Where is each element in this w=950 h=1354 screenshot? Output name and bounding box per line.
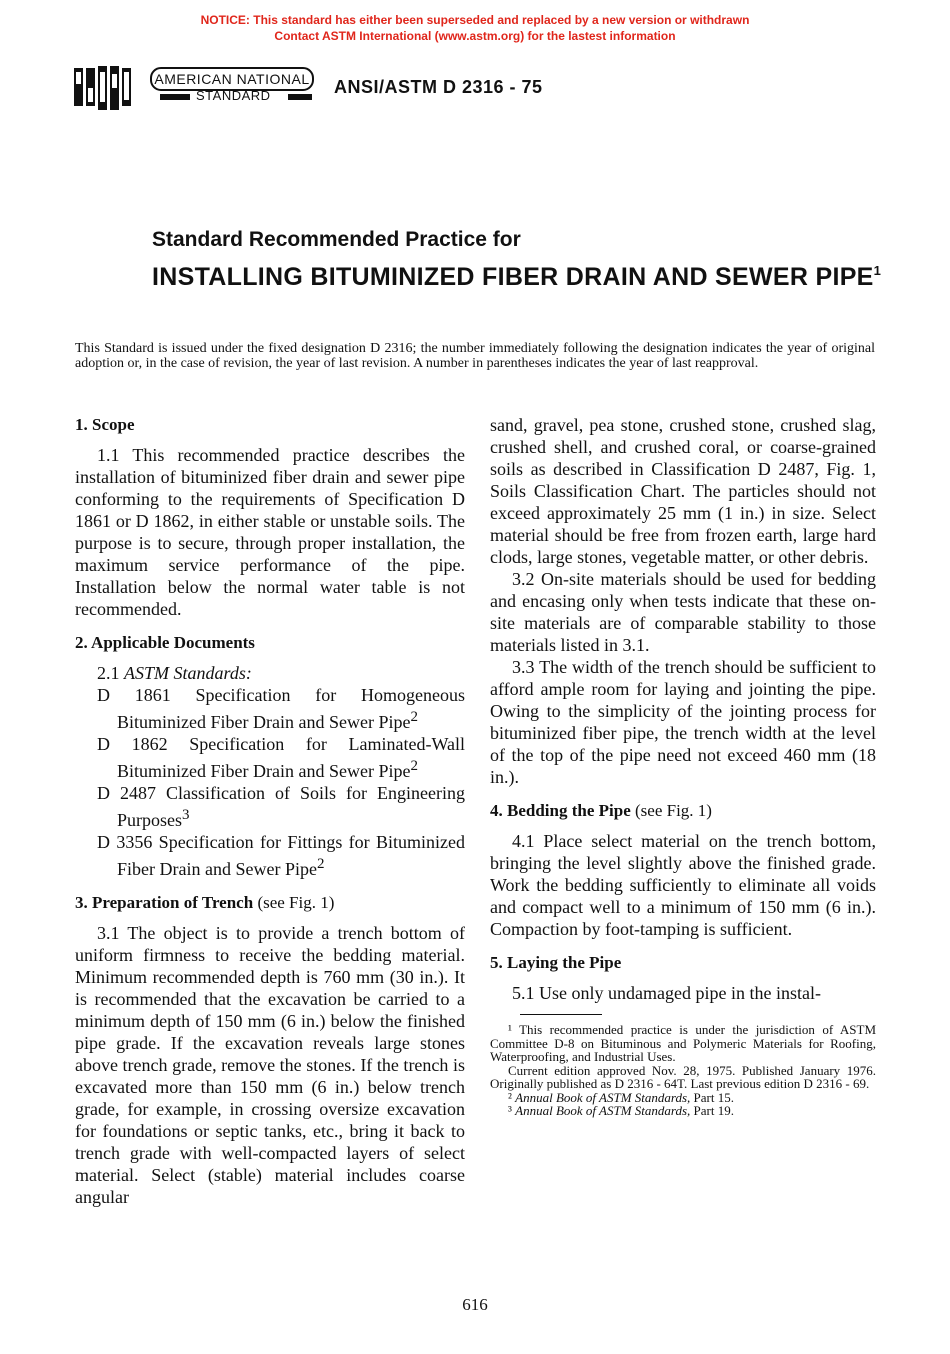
reference-d1862: D 1862 Specification for Laminated-Wall Bituminized Fiber Drain and Sewer Pipe$^2$ bbox=[97, 734, 465, 781]
footnote-3: ³ Annual Book of ASTM Standards, Part 19. bbox=[508, 1103, 734, 1118]
section-3-3-paragraph: 3.3 The width of the trench should be sufficient to afford ample room for laying and jointing the pipe. Owing to the simplicity of the jointing process for bituminized fiber pipe, the trench width at the level of the top of the pipe need not exceed 460 mm (18 in.). bbox=[490, 657, 876, 787]
section-3-2-paragraph: 3.2 On-site materials should be used for bedding and encasing only when tests indicate that these on-site materials are of comparable stability to those materials listed in 3.1. bbox=[490, 569, 876, 655]
reference-d2487: D 2487 Classification of Soils for Engineering Purposes$^3$ bbox=[97, 783, 465, 830]
astm-logo-icon bbox=[72, 62, 136, 112]
ansi-badge-top: AMERICAN NATIONAL bbox=[150, 67, 314, 91]
section-5-1-paragraph: 5.1 Use only undamaged pipe in the instal- bbox=[512, 983, 821, 1003]
footnote-2: ² Annual Book of ASTM Standards, Part 15. bbox=[508, 1089, 734, 1105]
ansi-badge-bottom bbox=[158, 89, 314, 103]
title-footnote-mark: 1 bbox=[873, 263, 882, 278]
ansi-badge bbox=[150, 67, 322, 107]
footnote-divider bbox=[520, 1014, 602, 1015]
section-3-1-continued: sand, gravel, pea stone, crushed stone, crushed slag, crushed shell, and crushed coral, or coarse-grained soils as described in Classification D 2487, Fig. 1, Soils Classification Chart. The particles should not exceed approximately 25 mm (1 in.) in size. Select material should be free from frozen earth, large hard clods, large stones, vegetable matter, or other debris. bbox=[490, 415, 876, 567]
section-3-heading: 3. Preparation of Trench (see Fig. 1) bbox=[75, 893, 335, 912]
issued-statement: This Standard is issued under the fixed designation D 2316; the number immediately following the designation indicates the year of original adoption or, in the case of revision, the year of last revision. A number in parentheses indicates the year of last reapproval. bbox=[75, 341, 875, 371]
section-3-1-paragraph: 3.1 The object is to provide a trench bottom of uniform firmness to receive the bedding material. Minimum recommended depth is 760 mm (30 in.). It is recommended that the excavation be carried to a minimum depth of 150 mm (6 in.) below the finished pipe grade. If the excavation reveals large stones above trench grade, remove the stones. If the trench is excavated more than 150 mm (6 in.) below trench grade, for example, in crossing oversize excavation for foundations or septic tanks, etc., bring it back to trench grade with well-compacted layers of select material. Select (stable) material includes coarse angular bbox=[75, 923, 465, 1207]
footnote-1-edition: Current edition approved Nov. 28, 1975. Published January 1976. Originally published as D 2316 - 64T. Last previous edition D 2316 - 69. bbox=[490, 1062, 876, 1091]
notice-banner bbox=[0, 12, 950, 44]
section-2-heading: 2. Applicable Documents bbox=[75, 633, 255, 652]
ansi-badge-bottom-label: STANDARD bbox=[196, 88, 271, 103]
section-2-1-subheading: 2.1 ASTM Standards: bbox=[97, 663, 252, 683]
reference-d3356: D 3356 Specification for Fittings for Bituminized Fiber Drain and Sewer Pipe$^2$ bbox=[97, 832, 465, 879]
title-main: INSTALLING BITUMINIZED FIBER DRAIN AND SEWER PIPE$^1$ bbox=[152, 263, 882, 291]
title-prefix: Standard Recommended Practice for bbox=[152, 228, 521, 251]
reference-d1861: D 1861 Specification for Homogeneous Bituminized Fiber Drain and Sewer Pipe$^2$ bbox=[97, 685, 465, 732]
footnotes bbox=[490, 1023, 876, 1118]
notice-line-2: Contact ASTM International (www.astm.org) for the lastest information bbox=[274, 29, 676, 43]
document-header bbox=[72, 62, 543, 112]
section-4-heading: 4. Bedding the Pipe (see Fig. 1) bbox=[490, 801, 712, 820]
notice-line-1: NOTICE: This standard has either been superseded and replaced by a new version or withdrawn bbox=[200, 13, 750, 27]
section-4-1-paragraph: 4.1 Place select material on the trench bottom, bringing the level slightly above the finished grade. Work the bedding sufficiently to eliminate all voids and compact well to a minimum of 150 mm (6 in.). Compaction by foot-tamping is sufficient. bbox=[490, 831, 876, 939]
section-5-heading: 5. Laying the Pipe bbox=[490, 953, 622, 972]
section-1-heading: 1. Scope bbox=[75, 415, 135, 434]
document-title bbox=[152, 226, 892, 294]
right-column bbox=[490, 414, 876, 1118]
section-1-1-paragraph: 1.1 This recommended practice describes the installation of bituminized fiber drain and sewer pipe conforming to the requirements of Specification D 1861 or D 1862, in either stable or unstable soils. The purpose is to secure, through proper installation, the maximum service performance of the pipe. Installation below the normal water table is not recommended. bbox=[75, 445, 465, 619]
left-column bbox=[75, 414, 465, 1208]
page-number: 616 bbox=[462, 1295, 488, 1314]
footnote-1: ¹ This recommended practice is under the jurisdiction of ASTM Committee D-8 on Bituminous and Polymeric Materials for Roofing, Waterproofing, and Industrial Uses. bbox=[490, 1022, 876, 1064]
standard-designation: ANSI/ASTM D 2316 - 75 bbox=[334, 76, 543, 97]
